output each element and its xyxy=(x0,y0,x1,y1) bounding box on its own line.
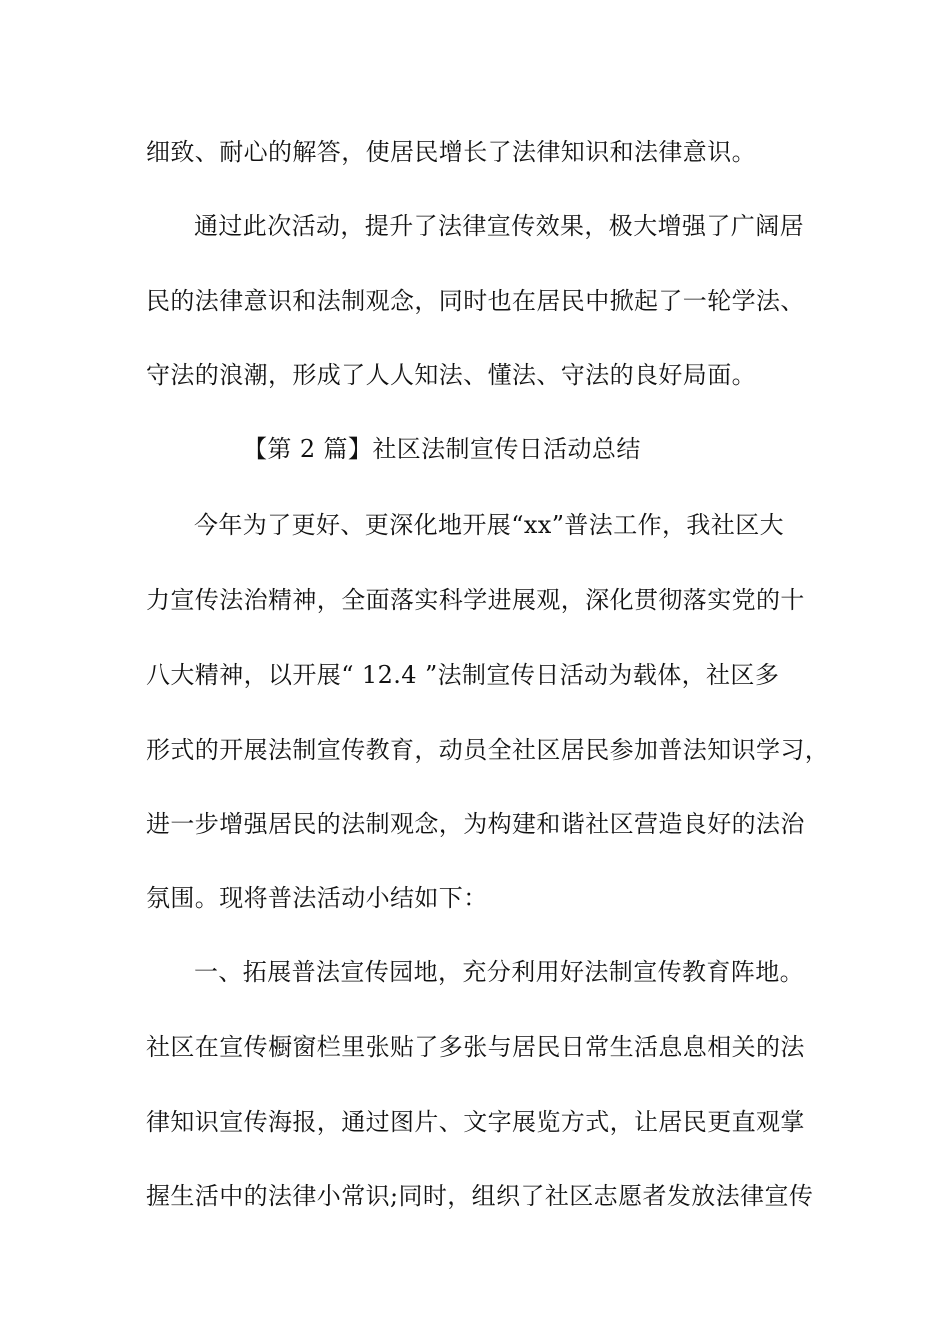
paragraph-line: 氛围。现将普法活动小结如下： xyxy=(146,884,488,912)
paragraph-line: 守法的浪潮，形成了人人知法、懂法、守法的良好局面。 xyxy=(146,361,756,389)
paragraph-line: 握生活中的法律小常识;同时，组织了社区志愿者发放法律宣传 xyxy=(146,1182,814,1210)
paragraph-line: 民的法律意识和法制观念，同时也在居民中掀起了一轮学法、 xyxy=(146,287,805,315)
paragraph-line: 细致、耐心的解答，使居民增长了法律知识和法律意识。 xyxy=(146,138,756,166)
paragraph-line: 形式的开展法制宣传教育，动员全社区居民参加普法知识学习， xyxy=(146,736,830,764)
paragraph-line: 一、拓展普法宣传园地，充分利用好法制宣传教育阵地。 xyxy=(194,958,804,986)
paragraph-line: 通过此次活动，提升了法律宣传效果，极大增强了广阔居 xyxy=(194,212,804,240)
paragraph-line: 社区在宣传橱窗栏里张贴了多张与居民日常生活息息相关的法 xyxy=(146,1033,805,1061)
section-heading: 【第 2 篇】社区法制宣传日活动总结 xyxy=(243,435,641,463)
paragraph-line: 律知识宣传海报，通过图片、文字展览方式，让居民更直观掌 xyxy=(146,1108,805,1136)
paragraph-line: 八大精神，以开展“ 12.4 ”法制宣传日活动为载体，社区多 xyxy=(146,661,780,689)
paragraph-line: 今年为了更好、更深化地开展“xx”普法工作，我社区大 xyxy=(194,511,785,539)
paragraph-line: 力宣传法治精神，全面落实科学进展观，深化贯彻落实党的十 xyxy=(146,586,805,614)
paragraph-line: 进一步增强居民的法制观念，为构建和谐社区营造良好的法治 xyxy=(146,810,805,838)
